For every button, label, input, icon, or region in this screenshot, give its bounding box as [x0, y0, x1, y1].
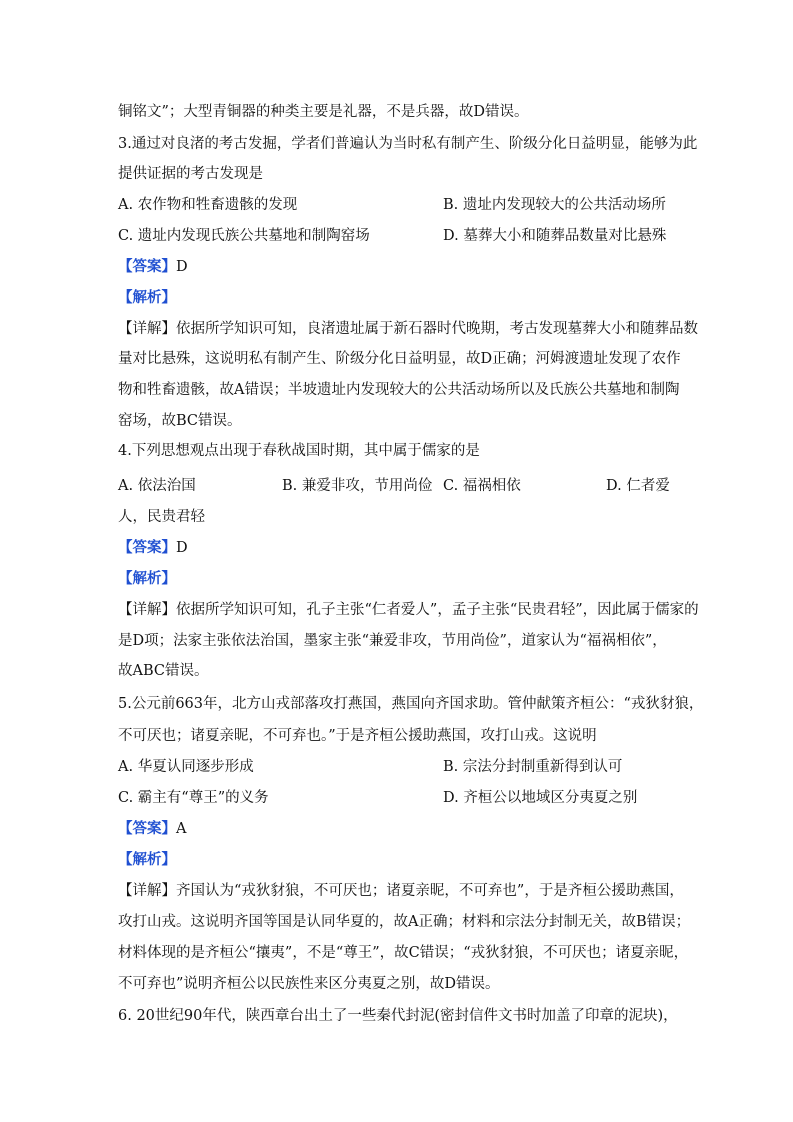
question-5-analysis [118, 850, 688, 870]
detail-tag: 【详解】 [118, 602, 176, 618]
question-4-option-a: A. 依法治国 [118, 478, 196, 494]
question-4-answer [118, 538, 688, 558]
question-5-option-b: B. 宗法分封制重新得到认可 [443, 759, 623, 775]
question-5-stem-line-2: 不可厌也；诸夏亲昵，不可弃也。”于是齐桓公援助燕国，攻打山戎。这说明 [118, 728, 597, 744]
question-4-detail-line-1: 【详解】依据所学知识可知，孔子主张“仁者爱人”，孟子主张“民贵君轻”，因此属于儒家的 [118, 602, 699, 618]
question-5-detail-line-4: 不可弃也”说明齐桓公以民族性来区分夷夏之别，故D错误。 [118, 976, 500, 992]
question-5-option-c: C. 霸主有“尊王”的义务 [118, 790, 269, 806]
answer-tag: 【答案】 [118, 539, 176, 556]
answer-tag: 【答案】 [118, 258, 176, 275]
question-3-stem-line-2: 提供证据的考古发现是 [118, 166, 263, 182]
question-5-option-a: A. 华夏认同逐步形成 [118, 759, 254, 775]
question-3-option-b: B. 遗址内发现较大的公共活动场所 [443, 197, 666, 213]
answer-value: A [176, 821, 187, 837]
question-3-detail-line-2: 量对比悬殊，这说明私有制产生、阶级分化日益明显，故D正确；河姆渡遗址发现了农作 [118, 351, 681, 367]
question-3-stem-line-1: 3.通过对良渚的考古发掘，学者们普遍认为当时私有制产生、阶级分化日益明显，能够为此 [118, 136, 698, 152]
question-4-analysis [118, 569, 688, 589]
question-3-answer [118, 257, 688, 277]
question-5-stem-line-1: 5.公元前663年，北方山戎部落攻打燕国，燕国向齐国求助。管仲献策齐桓公：“戎狄豺狼， [118, 696, 704, 712]
question-4-option-c: C. 福祸相依 [443, 478, 521, 494]
question-6-stem: 6. 20世纪90年代，陕西章台出土了一些秦代封泥(密封信件文书时加盖了印章的泥块)， [118, 1008, 678, 1024]
question-3-option-a: A. 农作物和牲畜遗骸的发现 [118, 197, 298, 213]
question-4-option-b: B. 兼爱非攻，节用尚俭 [282, 478, 433, 494]
question-3-detail-line-3: 物和牲畜遗骸，故A错误；半坡遗址内发现较大的公共活动场所以及氏族公共墓地和制陶 [118, 382, 680, 398]
question-3-analysis [118, 288, 688, 308]
question-4-option-d: D. 仁者爱 [606, 478, 670, 494]
answer-value: D [176, 259, 188, 275]
answer-tag: 【答案】 [118, 820, 176, 837]
analysis-tag: 【解析】 [118, 289, 176, 306]
detail-tag: 【详解】 [118, 321, 176, 337]
text-line: 铜铭文”；大型青铜器的种类主要是礼器，不是兵器，故D错误。 [118, 104, 529, 120]
question-4-option-d-continued: 人，民贵君轻 [118, 509, 205, 525]
question-5-detail-line-3: 材料体现的是齐桓公“攘夷”，不是“尊王”，故C错误；“戎狄豺狼，不可厌也；诸夏亲昵， [118, 945, 689, 961]
question-5-detail-line-2: 攻打山戎。这说明齐国等国是认同华夏的，故A正确；材料和宗法分封制无关，故B错误； [118, 914, 691, 930]
question-4-detail-line-3: 故ABC错误。 [118, 663, 209, 679]
answer-value: D [176, 540, 188, 556]
question-3-option-d: D. 墓葬大小和随葬品数量对比悬殊 [443, 228, 667, 244]
question-5-detail-line-1: 【详解】齐国认为“戎狄豺狼，不可厌也；诸夏亲昵，不可弃也”，于是齐桓公援助燕国， [118, 883, 684, 899]
analysis-tag: 【解析】 [118, 570, 176, 587]
question-3-detail-line-1: 【详解】依据所学知识可知，良渚遗址属于新石器时代晚期，考古发现墓葬大小和随葬品数 [118, 321, 698, 337]
question-5-answer [118, 819, 688, 839]
question-3-detail-line-4: 窑场，故BC错误。 [118, 413, 242, 429]
question-4-detail-line-2: 是D项；法家主张依法治国，墨家主张“兼爱非攻，节用尚俭”，道家认为“福祸相依”， [118, 633, 667, 649]
question-4-stem: 4.下列思想观点出现于春秋战国时期，其中属于儒家的是 [118, 443, 480, 459]
question-5-option-d: D. 齐桓公以地域区分夷夏之别 [443, 790, 638, 806]
detail-tag: 【详解】 [118, 883, 176, 899]
analysis-tag: 【解析】 [118, 851, 176, 868]
question-3-option-c: C. 遗址内发现氏族公共墓地和制陶窑场 [118, 228, 370, 244]
